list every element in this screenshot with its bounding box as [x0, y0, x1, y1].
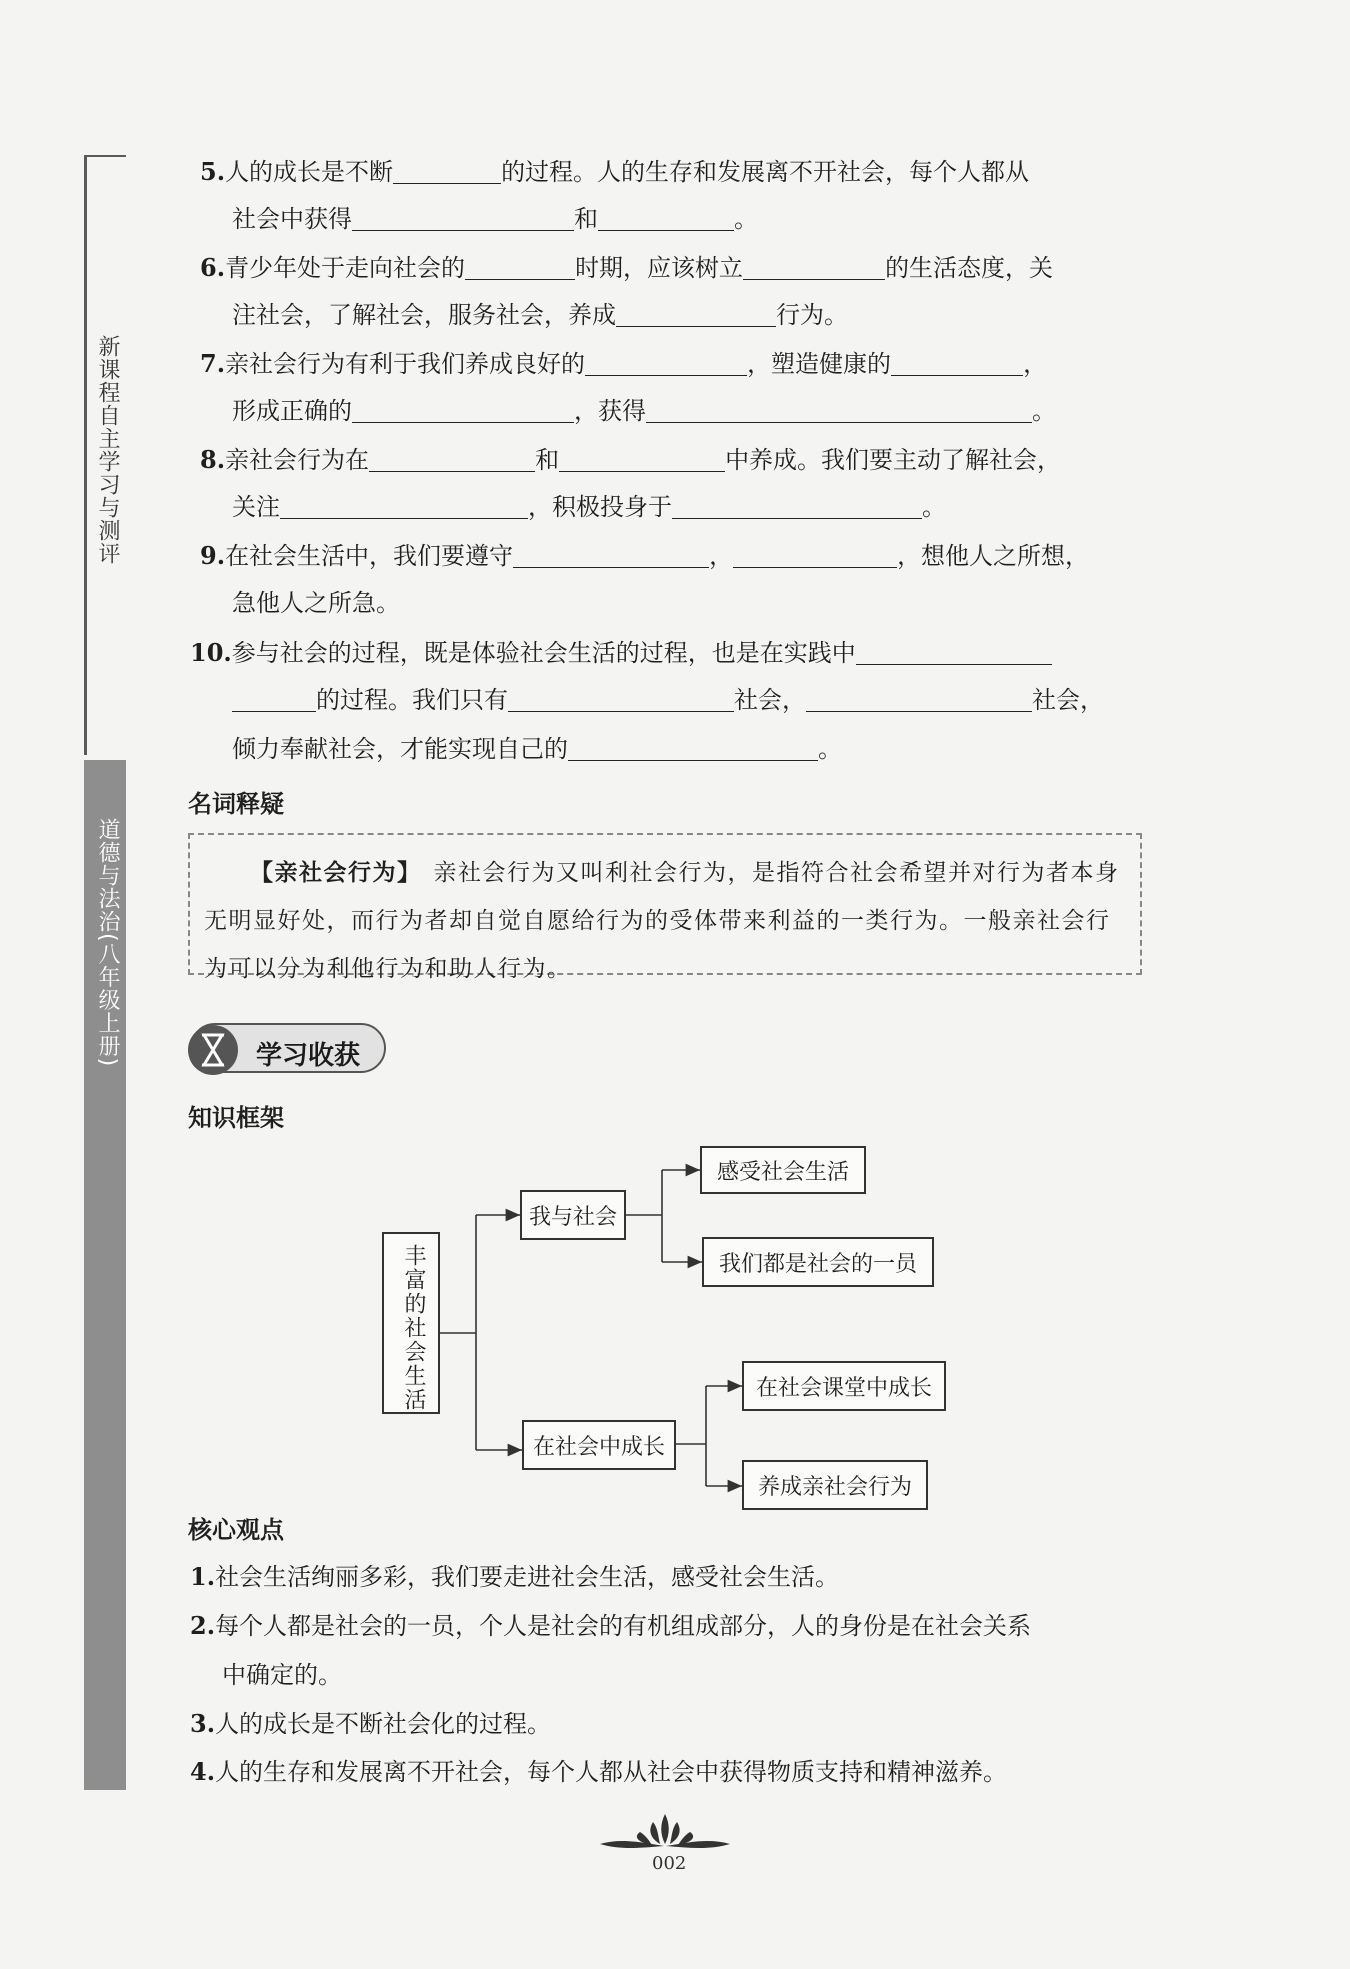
- glossary-heading: 名词释疑: [188, 790, 284, 818]
- question-5-line-1: 5.人的成长是不断 的过程。人的生存和发展离不开社会，每个人都从: [200, 157, 1030, 186]
- question-9-line-1: 9.在社会生活中，我们要遵守 ， ，想他人之所想，: [200, 541, 1090, 570]
- question-7-line-1: 7.亲社会行为有利于我们养成良好的 ，塑造健康的 ，: [200, 349, 1048, 378]
- question-10-line-3: 倾力奉献社会，才能实现自己的 。: [232, 735, 842, 763]
- section-title: 学习收获: [256, 1041, 361, 1071]
- footer-ornament-icon: [590, 1808, 740, 1854]
- mind-map-branch-2: 在社会中成长: [522, 1420, 676, 1470]
- core-item-4: 4.人的生存和发展离不开社会，每个人都从社会中获得物质支持和精神滋养。: [190, 1757, 1008, 1786]
- core-item-3: 3.人的成长是不断社会化的过程。: [190, 1709, 552, 1738]
- definition-text: 亲社会行为又叫利社会行为，是指符合社会希望并对行为者本身无明显好处，而行为者却自觉自愿给行为的受体带来利益的一类行为。一般亲社会行为可以分为利他行为和助人行为。: [204, 860, 1120, 982]
- question-5-line-2: 社会中获得 和 。: [232, 205, 758, 233]
- core-heading: 核心观点: [188, 1516, 284, 1544]
- question-8-line-1: 8.亲社会行为在 和 中养成。我们要主动了解社会，: [200, 445, 1062, 474]
- question-7-line-2: 形成正确的 ，获得 。: [232, 397, 1056, 425]
- question-6-line-1: 6.青少年处于走向社会的 时期，应该树立 的生活态度，关: [200, 253, 1054, 282]
- definition-term: 【亲社会行为】: [250, 860, 422, 886]
- framework-heading: 知识框架: [188, 1104, 284, 1132]
- mind-map-leaf-3: 在社会课堂中成长: [742, 1361, 946, 1411]
- subject-title: 道德与法治(八年级上册): [95, 818, 120, 1068]
- series-title: 新课程自主学习与测评: [95, 335, 120, 565]
- question-9-line-2: 急他人之所急。: [232, 589, 400, 617]
- mind-map-branch-1: 我与社会: [520, 1190, 626, 1240]
- question-6-line-2: 注社会，了解社会，服务社会，养成 行为。: [232, 301, 848, 329]
- mind-map-leaf-4: 养成亲社会行为: [742, 1460, 928, 1510]
- core-item-2: 2.每个人都是社会的一员，个人是社会的有机组成部分，人的身份是在社会关系: [190, 1611, 1032, 1640]
- question-10-line-1: 10.参与社会的过程，既是体验社会生活的过程，也是在实践中: [190, 641, 1052, 665]
- question-10-line-2: 的过程。我们只有 社会， 社会，: [232, 688, 1104, 712]
- mind-map-leaf-1: 感受社会生活: [700, 1146, 866, 1194]
- core-item-2-cont: 中确定的。: [222, 1661, 342, 1689]
- core-item-1: 1.社会生活绚丽多彩，我们要走进社会生活，感受社会生活。: [190, 1562, 840, 1591]
- mind-map-leaf-2: 我们都是社会的一员: [702, 1237, 934, 1287]
- question-8-line-2: 关注 ，积极投身于 。: [232, 493, 946, 521]
- page-number: 002: [652, 1853, 687, 1874]
- mind-map-root-label: 丰富的社会生活: [401, 1244, 426, 1412]
